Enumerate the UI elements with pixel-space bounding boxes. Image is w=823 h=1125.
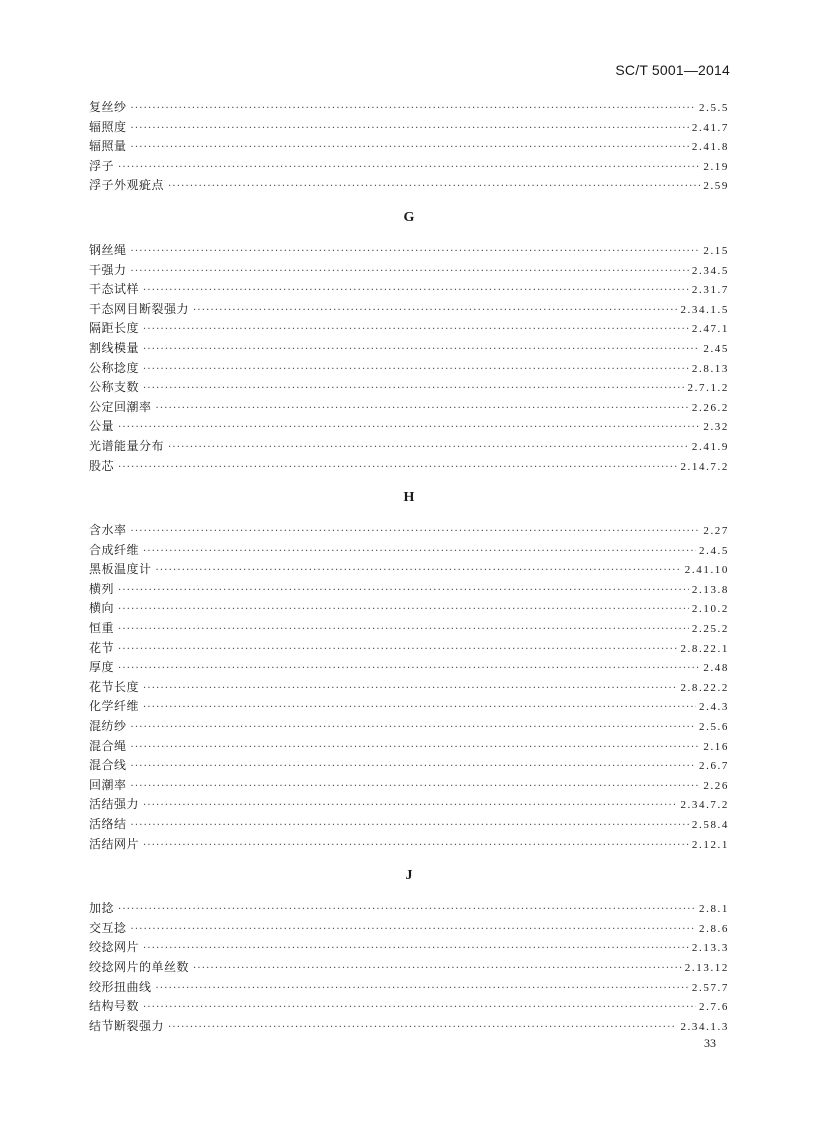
index-entry: [89, 776, 729, 796]
index-term: 公称捻度: [89, 360, 140, 375]
index-term: 混合线: [89, 758, 127, 773]
index-entry: [89, 958, 729, 978]
index-entry: [89, 319, 729, 339]
index-term: 花节长度: [89, 679, 140, 694]
clause-reference: 2.48: [703, 662, 729, 675]
index-term: 横列: [89, 581, 115, 596]
clause-reference: 2.41.10: [684, 564, 729, 577]
clause-reference: 2.8.6: [699, 922, 729, 935]
dot-leader: [193, 959, 682, 979]
index-term: 绞捻网片: [89, 940, 140, 955]
index-entry: [89, 599, 729, 619]
section-letter-g: G: [403, 209, 415, 225]
dot-leader: [168, 177, 700, 197]
index-term: 浮子外观疵点: [89, 178, 165, 193]
index-term: 合成纤维: [89, 542, 140, 557]
index-entry: [89, 98, 729, 118]
index-term: 股芯: [89, 458, 115, 473]
index-entry: [89, 378, 729, 398]
dot-leader: [143, 939, 689, 959]
dot-leader: [131, 99, 696, 119]
clause-reference: 2.5.5: [699, 102, 729, 114]
index-entry: [89, 339, 729, 359]
index-term: 交互捻: [89, 920, 127, 935]
clause-reference: 2.26.2: [691, 401, 729, 414]
index-entry: [89, 118, 729, 138]
index-entry: [89, 619, 729, 639]
index-entry: [89, 737, 729, 757]
index-entry: [89, 521, 729, 541]
clause-reference: 2.13.8: [691, 583, 729, 596]
index-term: 恒重: [89, 621, 115, 636]
clause-reference: 2.27: [703, 525, 729, 538]
dot-leader: [118, 600, 689, 620]
section-letter-h: H: [403, 490, 415, 506]
dot-leader: [193, 301, 677, 321]
clause-reference: 2.14.7.2: [680, 460, 729, 473]
clause-reference: 2.47.1: [691, 323, 729, 336]
clause-reference: 2.10.2: [691, 603, 729, 616]
index-content: [89, 98, 729, 1036]
clause-reference: 2.57.7: [691, 981, 729, 994]
standard-code-header: SC/T 5001—2014: [615, 62, 730, 78]
dot-leader: [156, 399, 689, 419]
dot-leader: [131, 718, 696, 738]
index-entry: [89, 899, 729, 919]
clause-reference: 2.58.4: [691, 819, 729, 831]
index-term: 横向: [89, 601, 115, 616]
index-term: 黑板温度计: [89, 562, 152, 577]
index-entry: [89, 157, 729, 177]
dot-leader: [131, 119, 689, 139]
index-entry: [89, 300, 729, 320]
index-entry: [89, 176, 729, 196]
dot-leader: [168, 438, 689, 458]
dot-leader: [118, 640, 677, 660]
index-term: 含水率: [89, 523, 127, 538]
clause-reference: 2.8.13: [691, 362, 729, 375]
index-entry: [89, 541, 729, 561]
dot-leader: [143, 998, 696, 1018]
dot-leader: [118, 581, 689, 601]
clause-reference: 2.13.3: [691, 942, 729, 955]
page-number: 33: [704, 1036, 716, 1050]
index-entry: [89, 919, 729, 939]
index-entry: [89, 280, 729, 300]
clause-reference: 2.41.9: [691, 440, 729, 453]
dot-leader: [118, 620, 689, 640]
clause-reference: 2.34.5: [691, 264, 729, 277]
index-term: 绞捻网片的单丝数: [89, 959, 190, 974]
clause-reference: 2.45: [703, 342, 729, 355]
clause-reference: 2.8.22.1: [680, 642, 729, 655]
clause-reference: 2.19: [703, 160, 729, 173]
dot-leader: [143, 360, 689, 380]
index-entry: [89, 678, 729, 698]
index-term: 干态试样: [89, 282, 140, 297]
dot-leader: [143, 796, 677, 816]
index-term: 干强力: [89, 262, 127, 277]
dot-leader: [168, 1018, 677, 1038]
index-term: 公量: [89, 419, 115, 434]
index-term: 隔距长度: [89, 321, 140, 336]
index-term: 活结强力: [89, 797, 140, 812]
clause-reference: 2.16: [703, 740, 729, 753]
index-term: 结构号数: [89, 999, 140, 1014]
index-entry: [89, 835, 729, 855]
index-entry: [89, 815, 729, 835]
dot-leader: [143, 320, 689, 340]
index-entry: [89, 241, 729, 261]
clause-reference: 2.31.7: [691, 284, 729, 297]
clause-reference: 2.7.1.2: [687, 382, 729, 395]
index-term: 钢丝绳: [89, 242, 127, 257]
clause-reference: 2.6.7: [699, 760, 729, 773]
index-entry: [89, 417, 729, 437]
clause-reference: 2.8.1: [699, 903, 729, 916]
dot-leader: [131, 738, 701, 758]
index-entry: [89, 938, 729, 958]
index-entry: [89, 795, 729, 815]
dot-leader: [143, 281, 689, 301]
index-term: 绞形扭曲线: [89, 979, 152, 994]
dot-leader: [143, 542, 696, 562]
index-entry: [89, 997, 729, 1017]
dot-leader: [143, 836, 689, 856]
index-term: 混纺纱: [89, 719, 127, 734]
index-term: 花节: [89, 640, 115, 655]
index-term: 复丝纱: [89, 100, 127, 114]
clause-reference: 2.7.6: [699, 1001, 729, 1014]
clause-reference: 2.8.22.2: [680, 681, 729, 694]
clause-reference: 2.34.1.5: [680, 303, 729, 316]
dot-leader: [131, 757, 696, 777]
index-entry: [89, 639, 729, 659]
index-entry: [89, 398, 729, 418]
index-entry: [89, 658, 729, 678]
index-term: 公称支数: [89, 380, 140, 395]
clause-reference: 2.41.7: [691, 121, 729, 134]
index-entry: [89, 261, 729, 281]
dot-leader: [131, 816, 689, 836]
index-term: 回潮率: [89, 777, 127, 792]
clause-reference: 2.26: [703, 779, 729, 792]
dot-leader: [118, 158, 700, 178]
dot-leader: [118, 418, 700, 438]
clause-reference: 2.32: [703, 421, 729, 434]
dot-leader: [131, 920, 696, 940]
dot-leader: [118, 900, 696, 920]
index-entry: [89, 756, 729, 776]
dot-leader: [143, 379, 685, 399]
clause-reference: 2.5.6: [699, 721, 729, 734]
index-term: 割线模量: [89, 340, 140, 355]
section-letter-j: J: [405, 868, 413, 884]
dot-leader: [143, 679, 677, 699]
index-entry: [89, 359, 729, 379]
dot-leader: [118, 659, 700, 679]
index-term: 公定回潮率: [89, 399, 152, 414]
index-term: 干态网目断裂强力: [89, 301, 190, 316]
clause-reference: 2.25.2: [691, 623, 729, 636]
index-entry: [89, 580, 729, 600]
dot-leader: [156, 979, 689, 999]
index-entry: [89, 1017, 729, 1037]
index-entry: [89, 978, 729, 998]
dot-leader: [156, 561, 682, 581]
clause-reference: 2.34.7.2: [680, 799, 729, 812]
clause-reference: 2.59: [703, 180, 729, 193]
dot-leader: [131, 262, 689, 282]
index-entry: [89, 437, 729, 457]
index-entry: [89, 137, 729, 157]
dot-leader: [143, 340, 700, 360]
dot-leader: [143, 698, 696, 718]
index-term: 活结网片: [89, 836, 140, 851]
clause-reference: 2.15: [703, 244, 729, 257]
dot-leader: [131, 777, 701, 797]
index-entry: [89, 560, 729, 580]
index-term: 混合绳: [89, 738, 127, 753]
index-term: 辐照量: [89, 139, 127, 154]
clause-reference: 2.13.12: [684, 961, 729, 974]
index-entry: [89, 457, 729, 477]
clause-reference: 2.4.5: [699, 544, 729, 557]
dot-leader: [131, 138, 689, 158]
clause-reference: 2.41.8: [691, 141, 729, 154]
index-term: 化学纤维: [89, 699, 140, 714]
clause-reference: 2.4.3: [699, 701, 729, 714]
index-term: 厚度: [89, 660, 115, 675]
dot-leader: [131, 242, 701, 262]
clause-reference: 2.34.1.3: [680, 1020, 729, 1033]
index-term: 加捻: [89, 901, 115, 916]
index-entry: [89, 697, 729, 717]
index-term: 浮子: [89, 158, 115, 173]
index-entry: [89, 717, 729, 737]
dot-leader: [131, 522, 701, 542]
index-term: 光谱能量分布: [89, 438, 165, 453]
clause-reference: 2.12.1: [691, 838, 729, 851]
index-term: 辐照度: [89, 119, 127, 134]
index-term: 活络结: [89, 817, 127, 831]
index-term: 结节断裂强力: [89, 1018, 165, 1033]
dot-leader: [118, 458, 677, 478]
